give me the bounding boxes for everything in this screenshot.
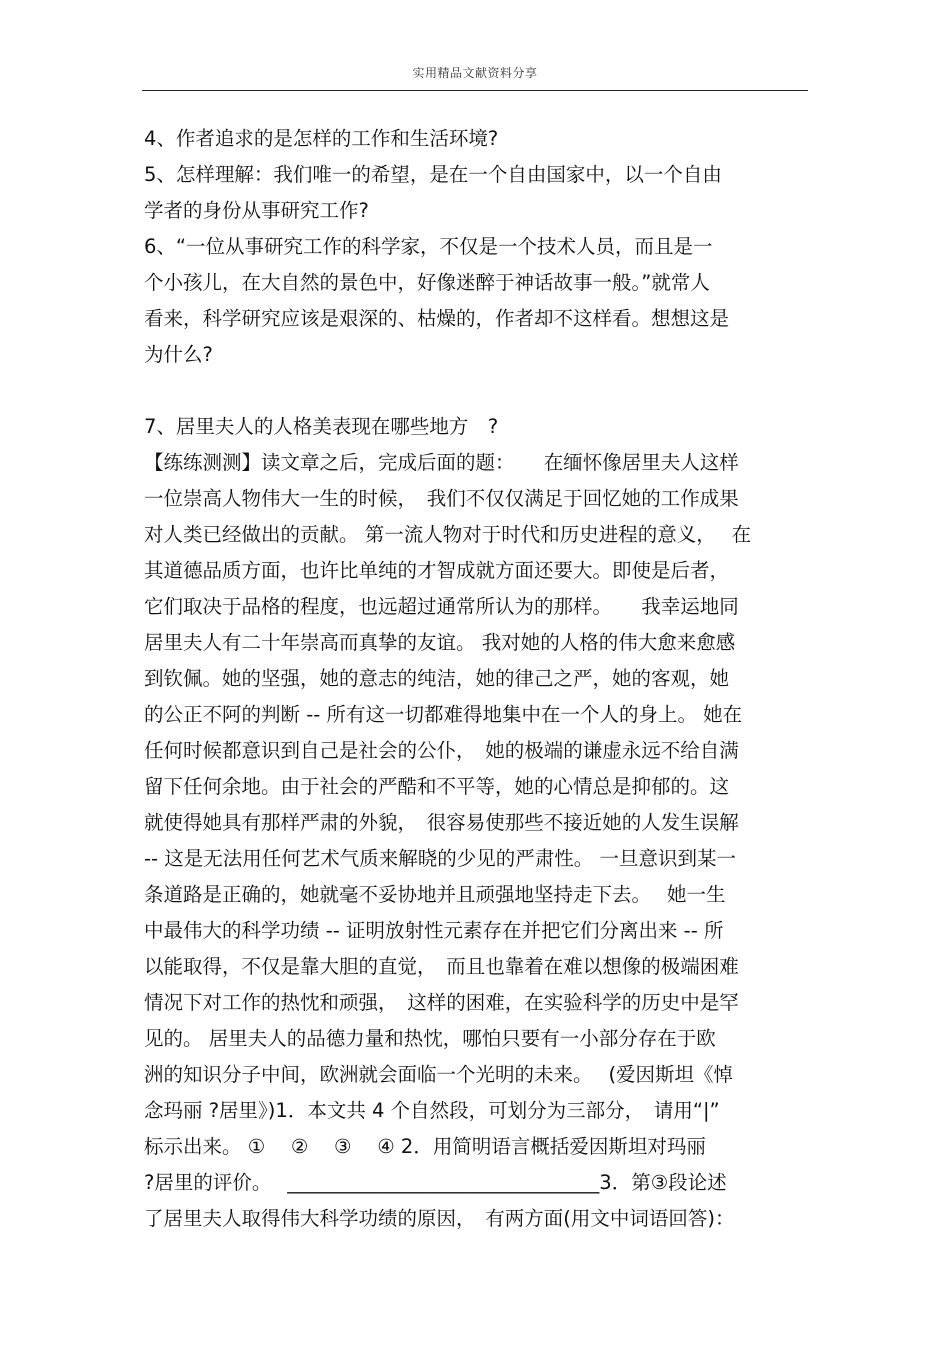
question-line: 个小孩儿，在大自然的景色中，好像迷醉于神话故事一般。”就常人 bbox=[144, 271, 710, 294]
passage-line: 了居里夫人取得伟大科学功绩的原因， 有两方面(用文中词语回答)： bbox=[144, 1207, 735, 1230]
passage-line: 以能取得，不仅是靠大胆的直觉， 而且也靠着在难以想像的极端困难 bbox=[144, 955, 739, 978]
passage-line: 任何时候都意识到自己是社会的公仆， 她的极端的谦虚永远不给自满 bbox=[144, 739, 739, 762]
question-line: 看来，科学研究应该是艰深的、枯燥的，作者却不这样看。想想这是 bbox=[144, 307, 730, 330]
passage-line: 中最伟大的科学功绩 -- 证明放射性元素存在并把它们分离出来 -- 所 bbox=[144, 919, 724, 942]
question-line: 5、怎样理解：我们唯一的希望，是在一个自由国家中，以一个自由 bbox=[144, 163, 722, 186]
passage-line: 留下任何余地。由于社会的严酷和不平等，她的心情总是抑郁的。这 bbox=[144, 775, 730, 798]
header-divider bbox=[142, 90, 808, 91]
question-line: 学者的身份从事研究工作? bbox=[144, 199, 369, 222]
question-line: 为什么? bbox=[144, 343, 213, 366]
passage-line: 条道路是正确的，她就毫不妥协地并且顽强地坚持走下去。 她一生 bbox=[144, 883, 726, 906]
passage-line: ?居里的评价。 ________________________________3．第③段论述 bbox=[144, 1171, 727, 1194]
passage-line: 就使得她具有那样严肃的外貌， 很容易使那些不接近她的人发生误解 bbox=[144, 811, 739, 834]
passage-line: 标示出来。 ① ② ③ ④ 2．用简明语言概括爱因斯坦对玛丽 bbox=[144, 1135, 706, 1158]
question-7: 7、居里夫人的人格美表现在哪些地方 ? bbox=[144, 415, 499, 438]
passage-line: 见的。 居里夫人的品德力量和热忱，哪怕只要有一小部分存在于欧 bbox=[144, 1027, 716, 1050]
question-line: 4、作者追求的是怎样的工作和生活环境? bbox=[144, 127, 499, 150]
passage-line: 到钦佩。她的坚强，她的意志的纯洁，她的律己之严，她的客观，她 bbox=[144, 667, 730, 690]
passage-line: 念玛丽 ?居里》)1．本文共 4 个自然段，可划分为三部分， 请用“|” bbox=[144, 1099, 720, 1122]
passage-line: 其道德品质方面，也许比单纯的才智成就方面还要大。即使是后者， bbox=[144, 559, 730, 582]
document-body bbox=[144, 121, 814, 1237]
paragraph-gap bbox=[144, 373, 814, 409]
passage-line: 它们取决于品格的程度，也远超过通常所认为的那样。 我幸运地同 bbox=[144, 595, 739, 618]
passage-line: 洲的知识分子中间，欧洲就会面临一个光明的未来。 (爱因斯坦《悼 bbox=[144, 1063, 734, 1086]
passage-line: 的公正不阿的判断 -- 所有这一切都难得地集中在一个人的身上。 她在 bbox=[144, 703, 743, 726]
passage-line: 对人类已经做出的贡献。 第一流人物对于时代和历史进程的意义， 在 bbox=[144, 523, 752, 546]
passage-line: 【练练测测】读文章之后，完成后面的题： 在缅怀像居里夫人这样 bbox=[144, 451, 739, 474]
page-header: 实用精品文献资料分享 bbox=[412, 66, 538, 80]
passage-line: 一位崇高人物伟大一生的时候， 我们不仅仅满足于回忆她的工作成果 bbox=[144, 487, 739, 510]
passage-line: 居里夫人有二十年崇高而真挚的友谊。 我对她的人格的伟大愈来愈感 bbox=[144, 631, 736, 654]
question-line: 6、“一位从事研究工作的科学家，不仅是一个技术人员，而且是一 bbox=[144, 235, 713, 258]
passage-line: 情况下对工作的热忱和顽强， 这样的困难，在实验科学的历史中是罕 bbox=[144, 991, 739, 1014]
passage-line: -- 这是无法用任何艺术气质来解晓的少见的严肃性。 一旦意识到某一 bbox=[144, 847, 736, 870]
